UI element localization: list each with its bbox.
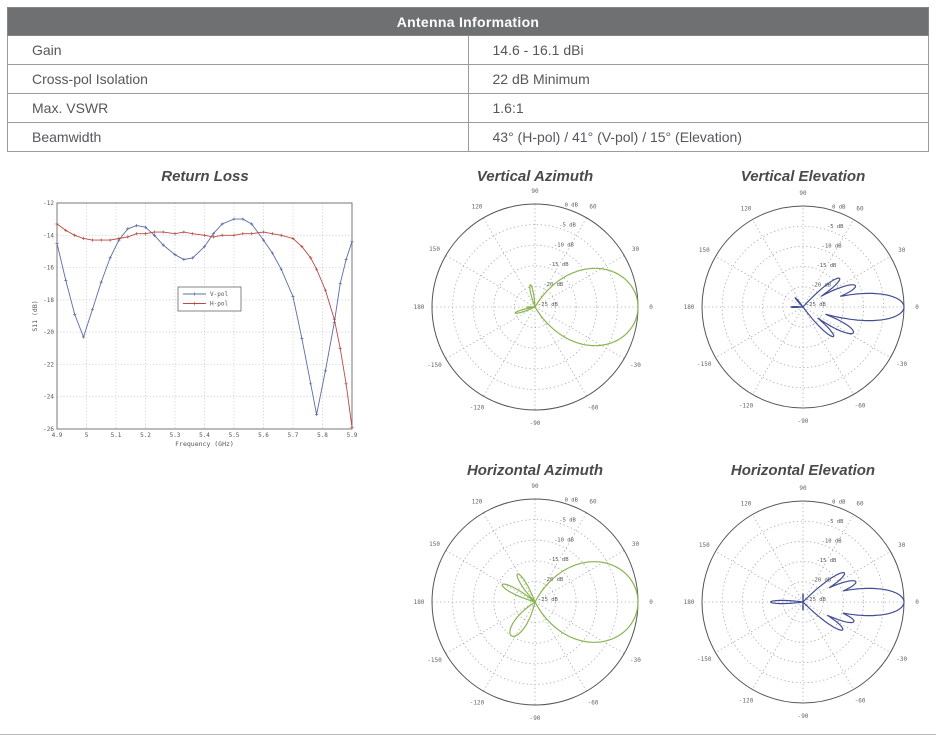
svg-text:-25 dB: -25 dB [806,597,826,603]
return-loss-chart [31,200,358,448]
svg-text:120: 120 [740,500,752,508]
svg-text:-20 dB: -20 dB [543,282,564,289]
svg-text:-60: -60 [854,697,866,705]
svg-text:0 dB: 0 dB [564,202,578,209]
svg-text:-16: -16 [43,264,54,272]
svg-text:-30: -30 [630,362,641,369]
svg-text:4.9: 4.9 [51,432,63,439]
svg-text:-60: -60 [854,402,866,410]
row-label: Gain [8,36,469,65]
svg-text:H-pol: H-pol [210,300,229,308]
svg-text:90: 90 [531,188,539,195]
svg-text:0: 0 [915,599,919,606]
svg-text:-25 dB: -25 dB [806,302,826,308]
svg-text:5.5: 5.5 [228,432,240,439]
svg-text:150: 150 [698,247,710,254]
svg-text:-30: -30 [630,657,641,664]
svg-text:-120: -120 [469,699,485,707]
svg-text:90: 90 [531,483,539,490]
svg-text:-15 dB: -15 dB [816,262,837,269]
chart-title-horizontal-elevation: Horizontal Elevation [730,462,876,479]
svg-text:-90: -90 [797,713,809,720]
svg-text:-150: -150 [697,361,712,368]
svg-text:-15 dB: -15 dB [548,557,569,564]
chart-title-horizontal-azimuth: Horizontal Azimuth [466,462,604,479]
svg-text:-5 dB: -5 dB [559,517,576,524]
svg-text:30: 30 [631,541,640,548]
svg-text:180: 180 [683,304,695,311]
row-label: Beamwidth [8,123,469,152]
svg-text:60: 60 [589,498,597,506]
svg-text:30: 30 [898,542,906,549]
svg-text:5.3: 5.3 [169,432,181,439]
svg-text:-18: -18 [43,296,54,304]
svg-text:-60: -60 [587,404,599,412]
svg-text:5.9: 5.9 [346,432,358,439]
chart-title-vertical-azimuth: Vertical Azimuth [476,168,594,185]
svg-text:-30: -30 [896,656,908,663]
return-loss-legend [178,287,241,311]
svg-text:90: 90 [799,485,807,492]
svg-text:120: 120 [740,205,752,213]
row-value: 22 dB Minimum [468,65,929,94]
polar-chart-horizontal-elevation [684,485,920,720]
svg-text:-150: -150 [697,656,712,663]
svg-text:-20 dB: -20 dB [543,577,564,584]
polar-chart-horizontal-azimuth [414,483,654,722]
svg-text:0: 0 [649,599,653,606]
svg-text:120: 120 [471,203,483,211]
svg-text:60: 60 [856,500,864,508]
svg-text:-120: -120 [738,697,754,705]
svg-text:0: 0 [649,304,653,311]
table-title: Antenna Information [8,8,929,36]
svg-text:-120: -120 [738,402,754,410]
svg-text:30: 30 [631,246,640,253]
svg-text:0 dB: 0 dB [564,497,578,504]
svg-text:5.6: 5.6 [258,432,269,439]
svg-text:-26: -26 [43,426,54,433]
svg-text:-150: -150 [427,657,442,664]
svg-text:0: 0 [915,304,919,311]
svg-text:0 dB: 0 dB [832,499,846,506]
svg-text:5.1: 5.1 [110,432,122,439]
svg-text:5.7: 5.7 [287,432,299,439]
svg-text:-24: -24 [43,393,54,401]
polar-chart-vertical-azimuth [414,188,654,427]
svg-text:-120: -120 [469,404,485,412]
row-value: 43° (H-pol) / 41° (V-pol) / 15° (Elevation) [468,123,929,152]
svg-text:-10 dB: -10 dB [821,243,842,250]
svg-text:60: 60 [856,205,864,213]
svg-text:-5 dB: -5 dB [826,518,844,525]
svg-text:90: 90 [799,190,807,197]
row-label: Cross-pol Isolation [8,65,469,94]
svg-text:-15 dB: -15 dB [816,557,837,564]
svg-text:120: 120 [471,498,483,506]
svg-text:-5 dB: -5 dB [559,222,576,229]
svg-text:0 dB: 0 dB [832,204,846,211]
svg-text:-20 dB: -20 dB [811,282,832,289]
svg-text:180: 180 [683,599,695,606]
svg-text:-10 dB: -10 dB [553,242,574,249]
svg-text:S11 (dB): S11 (dB) [31,300,39,332]
svg-text:-90: -90 [529,715,541,722]
svg-text:180: 180 [413,304,425,311]
svg-text:-10 dB: -10 dB [821,538,842,545]
svg-text:-25 dB: -25 dB [538,597,558,603]
chart-title-return-loss: Return Loss [161,168,249,185]
svg-text:-15 dB: -15 dB [548,262,569,269]
svg-text:-10 dB: -10 dB [553,537,574,544]
svg-text:5.2: 5.2 [140,432,151,439]
svg-text:V-pol: V-pol [210,291,229,298]
svg-text:-30: -30 [896,361,908,368]
svg-text:Frequency (GHz): Frequency (GHz) [175,440,234,448]
svg-text:-12: -12 [43,200,54,207]
svg-text:150: 150 [698,542,710,549]
chart-title-vertical-elevation: Vertical Elevation [740,168,866,185]
svg-text:180: 180 [413,599,425,606]
svg-text:-14: -14 [43,232,54,240]
svg-text:-90: -90 [797,418,809,425]
polar-chart-vertical-elevation [684,190,920,425]
svg-text:5: 5 [84,432,89,439]
svg-text:-20: -20 [43,329,54,337]
svg-text:60: 60 [589,203,597,211]
svg-text:5.4: 5.4 [199,432,210,439]
svg-text:-60: -60 [587,699,599,707]
row-value: 1.6:1 [468,94,929,123]
svg-text:150: 150 [429,246,440,253]
svg-text:150: 150 [429,541,440,548]
svg-text:5.8: 5.8 [317,432,328,439]
svg-text:30: 30 [898,247,906,254]
row-value: 14.6 - 16.1 dBi [468,36,929,65]
svg-text:-20 dB: -20 dB [811,577,832,584]
svg-text:-22: -22 [43,361,54,369]
svg-text:-90: -90 [529,420,541,427]
svg-text:-5 dB: -5 dB [826,223,844,230]
svg-text:-150: -150 [427,362,442,369]
row-label: Max. VSWR [8,94,469,123]
svg-text:-25 dB: -25 dB [538,302,558,308]
